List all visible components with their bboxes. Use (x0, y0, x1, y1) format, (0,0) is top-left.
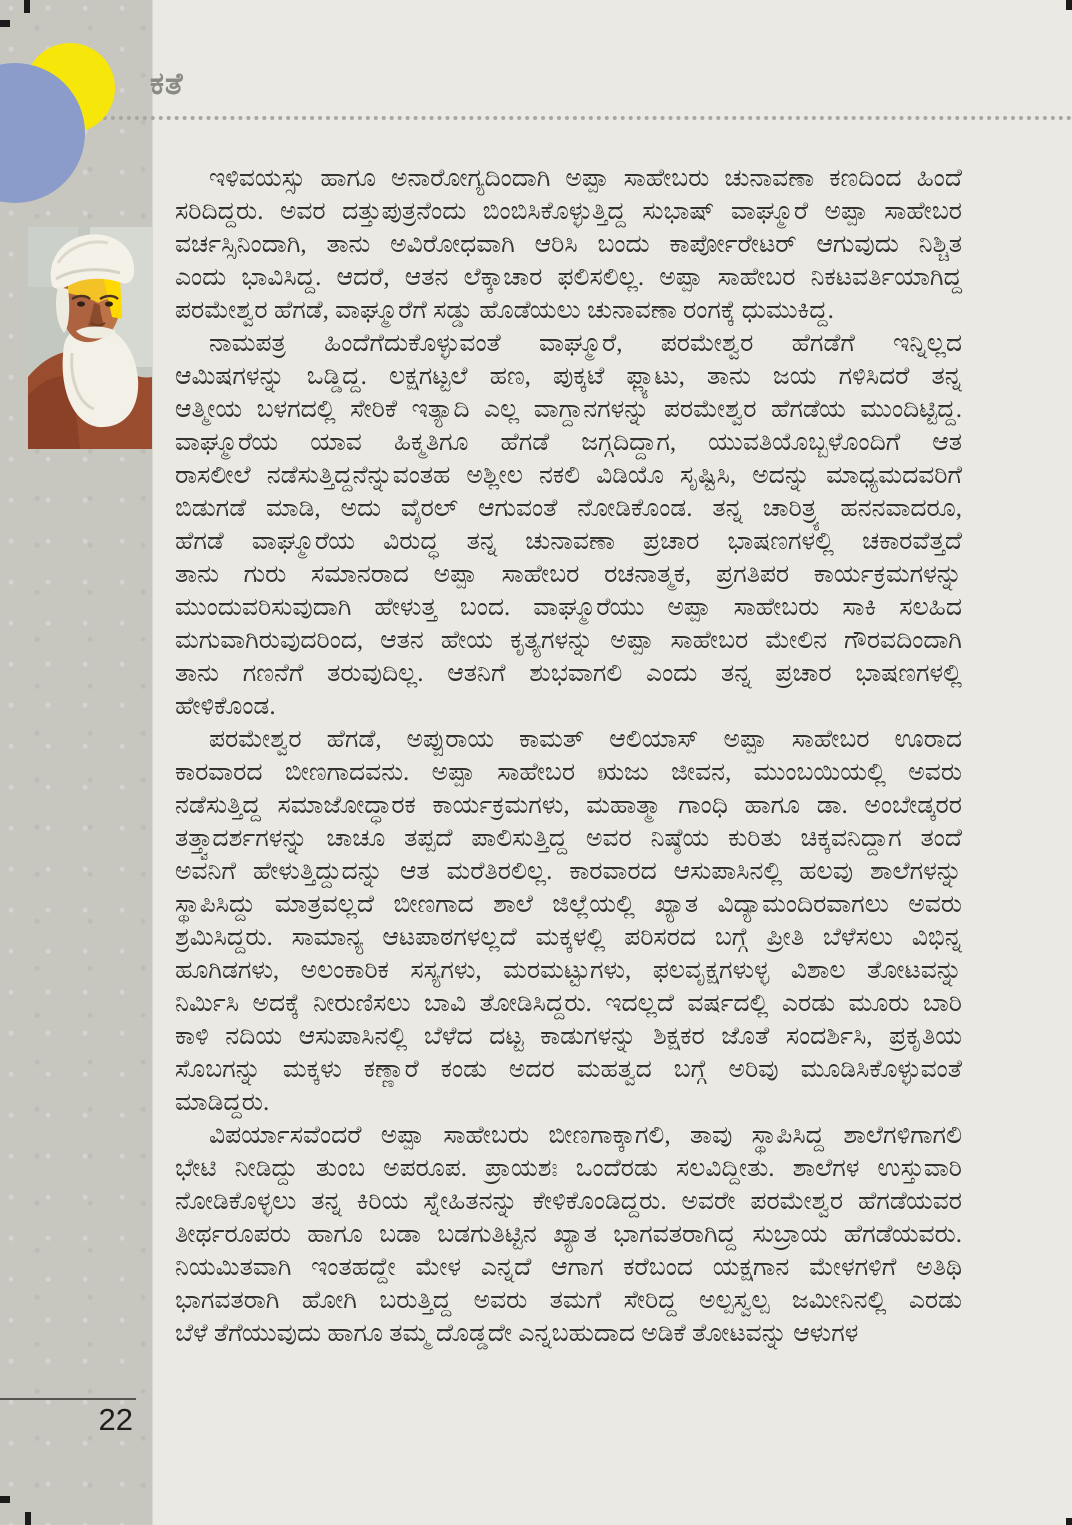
text-line: ಹೂಗಿಡಗಳು, ಅಲಂಕಾರಿಕ ಸಸ್ಯಗಳು, ಮರಮಟ್ಟುಗಳು, ಫಲವೃಕ್ಷಗಳುಳ್ಳ ವಿಶಾಲ ತೋಟವನ್ನು (175, 957, 962, 984)
story-text (175, 162, 962, 1350)
text-line: ನಿಯಮಿತವಾಗಿ ಇಂತಹದ್ದೇ ಮೇಳ ಎನ್ನದೆ ಆಗಾಗ ಕರೆಬಂದ ಯಕ್ಷಗಾನ ಮೇಳಗಳಿಗೆ ಅತಿಥಿ (175, 1254, 962, 1281)
text-line: ಇಳಿವಯಸ್ಸು ಹಾಗೂ ಅನಾರೋಗ್ಯದಿಂದಾಗಿ ಅಪ್ಪಾ ಸಾಹೇಬರು ಚುನಾವಣಾ ಕಣದಿಂದ ಹಿಂದೆ (209, 165, 962, 192)
text-line: ತಾನು ಗಣನೆಗೆ ತರುವುದಿಲ್ಲ. ಆತನಿಗೆ ಶುಭವಾಗಲಿ ಎಂದು ತನ್ನ ಪ್ರಚಾರ ಭಾಷಣಗಳಲ್ಲಿ (175, 660, 962, 687)
text-line: ನೋಡಿಕೊಳ್ಳಲು ತನ್ನ ಕಿರಿಯ ಸ್ನೇಹಿತನನ್ನು ಕೇಳಿಕೊಂಡಿದ್ದರು. ಅವರೇ ಪರಮೇಶ್ವರ ಹೆಗಡೆಯವರ (175, 1188, 962, 1215)
text-line: ಕಾರವಾರದ ಬೀಣಗಾದವನು. ಅಪ್ಪಾ ಸಾಹೇಬರ ಋಜು ಜೀವನ, ಮುಂಬಯಿಯಲ್ಲಿ ಅವರು (175, 759, 962, 786)
page-number: 22 (98, 1402, 133, 1437)
text-line: ಎಂದು ಭಾವಿಸಿದ್ದ. ಆದರೆ, ಆತನ ಲೆಕ್ಕಾಚಾರ ಫಲಿಸಲಿಲ್ಲ. ಅಪ್ಪಾ ಸಾಹೇಬರ ನಿಕಟವರ್ತಿಯಾಗಿದ್ದ (175, 264, 962, 291)
text-line: ಮಾಡಿದ್ದರು. (175, 1089, 270, 1116)
text-line: ಆತ್ಮೀಯ ಬಳಗದಲ್ಲಿ ಸೇರಿಕೆ ಇತ್ಯಾದಿ ಎಲ್ಲ ವಾಗ್ದಾನಗಳನ್ನು ಪರಮೇಶ್ವರ ಹೆಗಡೆಯ ಮುಂದಿಟ್ಟಿದ್ದ. (175, 396, 962, 423)
page-number-rule (0, 1398, 136, 1400)
text-line: ಭೇಟಿ ನೀಡಿದ್ದು ತುಂಬ ಅಪರೂಪ. ಪ್ರಾಯಶಃ ಒಂದೆರಡು ಸಲವಿದ್ದೀತು. ಶಾಲೆಗಳ ಉಸ್ತುವಾರಿ (175, 1155, 962, 1182)
text-line: ಪರಮೇಶ್ವರ ಹೆಗಡೆ, ಅಪ್ಪುರಾಯ ಕಾಮತ್ ಆಲಿಯಾಸ್ ಅಪ್ಪಾ ಸಾಹೇಬರ ಊರಾದ (209, 726, 962, 753)
text-line: ತಾನು ಗುರು ಸಮಾನರಾದ ಅಪ್ಪಾ ಸಾಹೇಬರ ರಚನಾತ್ಮಕ, ಪ್ರಗತಿಪರ ಕಾರ್ಯಕ್ರಮಗಳನ್ನು (175, 561, 962, 588)
text-line: ಕಾಳಿ ನದಿಯ ಆಸುಪಾಸಿನಲ್ಲಿ ಬೆಳೆದ ದಟ್ಟ ಕಾಡುಗಳನ್ನು ಶಿಕ್ಷಕರ ಜೊತೆ ಸಂದರ್ಶಿಸಿ, ಪ್ರಕೃತಿಯ (175, 1023, 962, 1050)
crop-mark-icon (0, 20, 10, 27)
text-line: ನಿರ್ಮಿಸಿ ಅದಕ್ಕೆ ನೀರುಣಿಸಲು ಬಾವಿ ತೋಡಿಸಿದ್ದರು. ಇದಲ್ಲದೆ ವರ್ಷದಲ್ಲಿ ಎರಡು ಮೂರು ಬಾರಿ (175, 990, 962, 1017)
text-line: ವಾಘ್ಮೂರೆಯ ಯಾವ ಹಿಕ್ಮತಿಗೂ ಹೆಗಡೆ ಜಗ್ಗದಿದ್ದಾಗ, ಯುವತಿಯೊಬ್ಬಳೊಂದಿಗೆ ಆತ (175, 429, 962, 456)
text-line: ಆಮಿಷಗಳನ್ನು ಒಡ್ಡಿದ್ದ. ಲಕ್ಷಗಟ್ಟಲೆ ಹಣ, ಪುಕ್ಕಟೆ ಫ್ಲ್ಯಾಟು, ತಾನು ಜಯ ಗಳಿಸಿದರೆ ತನ್ನ (175, 363, 962, 390)
text-line: ತತ್ತ್ವಾದರ್ಶಗಳನ್ನು ಚಾಚೂ ತಪ್ಪದೆ ಪಾಲಿಸುತ್ತಿದ್ದ ಅವರ ನಿಷ್ಠೆಯ ಕುರಿತು ಚಿಕ್ಕವನಿದ್ದಾಗ ತಂದೆ (175, 825, 962, 852)
dotted-divider (95, 116, 1072, 120)
text-line: ಬಿಡುಗಡೆ ಮಾಡಿ, ಅದು ವೈರಲ್ ಆಗುವಂತೆ ನೋಡಿಕೊಂಡ. ತನ್ನ ಚಾರಿತ್ರ್ಯ ಹನನವಾದರೂ, (175, 495, 962, 522)
text-line: ಸರಿದಿದ್ದರು. ಅವರ ದತ್ತುಪುತ್ರನೆಂದು ಬಿಂಬಿಸಿಕೊಳ್ಳುತ್ತಿದ್ದ ಸುಭಾಷ್ ವಾಘ್ಮೂರೆ ಅಪ್ಪಾ ಸಾಹೇಬರ (175, 198, 962, 225)
text-line: ಹೇಳಿಕೊಂಡ. (175, 693, 276, 720)
text-line: ಹೆಗಡೆ ವಾಘ್ಮೂರೆಯ ವಿರುದ್ಧ ತನ್ನ ಚುನಾವಣಾ ಪ್ರಚಾರ ಭಾಷಣಗಳಲ್ಲಿ ಚಕಾರವೆತ್ತದೆ (175, 528, 962, 555)
crop-mark-icon (1066, 0, 1072, 10)
text-line: ವರ್ಚಸ್ಸಿನಿಂದಾಗಿ, ತಾನು ಅವಿರೋಧವಾಗಿ ಆರಿಸಿ ಬಂದು ಕಾರ್ಪೋರೇಟರ್ ಆಗುವುದು ನಿಶ್ಚಿತ (175, 231, 962, 258)
crop-mark-icon (1066, 1518, 1072, 1525)
text-line: ಸೊಬಗನ್ನು ಮಕ್ಕಳು ಕಣ್ಣಾರೆ ಕಂಡು ಅದರ ಮಹತ್ವದ ಬಗ್ಗೆ ಅರಿವು ಮೂಡಿಸಿಕೊಳ್ಳುವಂತೆ (175, 1056, 962, 1083)
text-line: ಮುಂದುವರಿಸುವುದಾಗಿ ಹೇಳುತ್ತ ಬಂದ. ವಾಘ್ಮೂರೆಯು ಅಪ್ಪಾ ಸಾಹೇಬರು ಸಾಕಿ ಸಲಹಿದ (175, 594, 962, 621)
text-line: ಬೆಳೆ ತೆಗೆಯುವುದು ಹಾಗೂ ತಮ್ಮ ದೊಡ್ಡದೇ ಎನ್ನಬಹುದಾದ ಅಡಿಕೆ ತೋಟವನ್ನು ಆಳುಗಳ (175, 1320, 859, 1347)
crop-mark-icon (25, 1512, 31, 1525)
text-line: ಮಗುವಾಗಿರುವುದರಿಂದ, ಆತನ ಹೇಯ ಕೃತ್ಯಗಳನ್ನು ಅಪ್ಪಾ ಸಾಹೇಬರ ಮೇಲಿನ ಗೌರವದಿಂದಾಗಿ (175, 627, 962, 654)
crop-mark-icon (24, 0, 30, 13)
text-line: ನಾಮಪತ್ರ ಹಿಂದೆಗೆದುಕೊಳ್ಳುವಂತೆ ವಾಘ್ಮೂರೆ, ಪರಮೇಶ್ವರ ಹೆಗಡೆಗೆ ಇನ್ನಿಲ್ಲದ (209, 330, 962, 357)
text-line: ಭಾಗವತರಾಗಿ ಹೋಗಿ ಬರುತ್ತಿದ್ದ ಅವರು ತಮಗೆ ಸೇರಿದ್ದ ಅಲ್ಪಸ್ವಲ್ಪ ಜಮೀನಿನಲ್ಲಿ ಎರಡು (175, 1287, 962, 1314)
text-line: ವಿಪರ್ಯಾಸವೆಂದರೆ ಅಪ್ಪಾ ಸಾಹೇಬರು ಬೀಣಗಾಕ್ಕಾಗಲಿ, ತಾವು ಸ್ಥಾಪಿಸಿದ್ದ ಶಾಲೆಗಳಿಗಾಗಲಿ (209, 1122, 962, 1149)
text-line: ನಡೆಸುತ್ತಿದ್ದ ಸಮಾಜೋದ್ಧಾರಕ ಕಾರ್ಯಕ್ರಮಗಳು, ಮಹಾತ್ಮಾ ಗಾಂಧಿ ಹಾಗೂ ಡಾ. ಅಂಬೇಡ್ಕರರ (175, 792, 962, 819)
text-line: ತೀರ್ಥರೂಪರು ಹಾಗೂ ಬಡಾ ಬಡಗುತಿಟ್ಟಿನ ಖ್ಯಾತ ಭಾಗವತರಾಗಿದ್ದ ಸುಬ್ರಾಯ ಹೆಗಡೆಯವರು. (175, 1221, 962, 1248)
text-line: ಅವನಿಗೆ ಹೇಳುತ್ತಿದ್ದುದನ್ನು ಆತ ಮರೆತಿರಲಿಲ್ಲ. ಕಾರವಾರದ ಆಸುಪಾಸಿನಲ್ಲಿ ಹಲವು ಶಾಲೆಗಳನ್ನು (175, 858, 962, 885)
portrait-illustration (28, 227, 152, 449)
text-line: ಶ್ರಮಿಸಿದ್ದರು. ಸಾಮಾನ್ಯ ಆಟಪಾಠಗಳಲ್ಲದೆ ಮಕ್ಕಳಲ್ಲಿ ಪರಿಸರದ ಬಗ್ಗೆ ಪ್ರೀತಿ ಬೆಳೆಸಲು ವಿಭಿನ್ನ (175, 924, 962, 951)
text-line: ಪರಮೇಶ್ವರ ಹೆಗಡೆ, ವಾಘ್ಮೂರೆಗೆ ಸಡ್ಡು ಹೊಡೆಯಲು ಚುನಾವಣಾ ರಂಗಕ್ಕೆ ಧುಮುಕಿದ್ದ. (175, 297, 834, 324)
crop-mark-icon (0, 1496, 10, 1503)
text-line: ಸ್ಥಾಪಿಸಿದ್ದು ಮಾತ್ರವಲ್ಲದೆ ಬೀಣಗಾದ ಶಾಲೆ ಜಿಲ್ಲೆಯಲ್ಲಿ ಖ್ಯಾತ ವಿದ್ಯಾಮಂದಿರವಾಗಲು ಅವರು (175, 891, 962, 918)
section-label: ಕತೆ (150, 66, 184, 101)
text-line: ರಾಸಲೀಲೆ ನಡೆಸುತ್ತಿದ್ದನೆನ್ನುವಂತಹ ಅಶ್ಲೀಲ ನಕಲಿ ವಿಡಿಯೊ ಸೃಷ್ಟಿಸಿ, ಅದನ್ನು ಮಾಧ್ಯಮದವರಿಗೆ (175, 462, 962, 489)
